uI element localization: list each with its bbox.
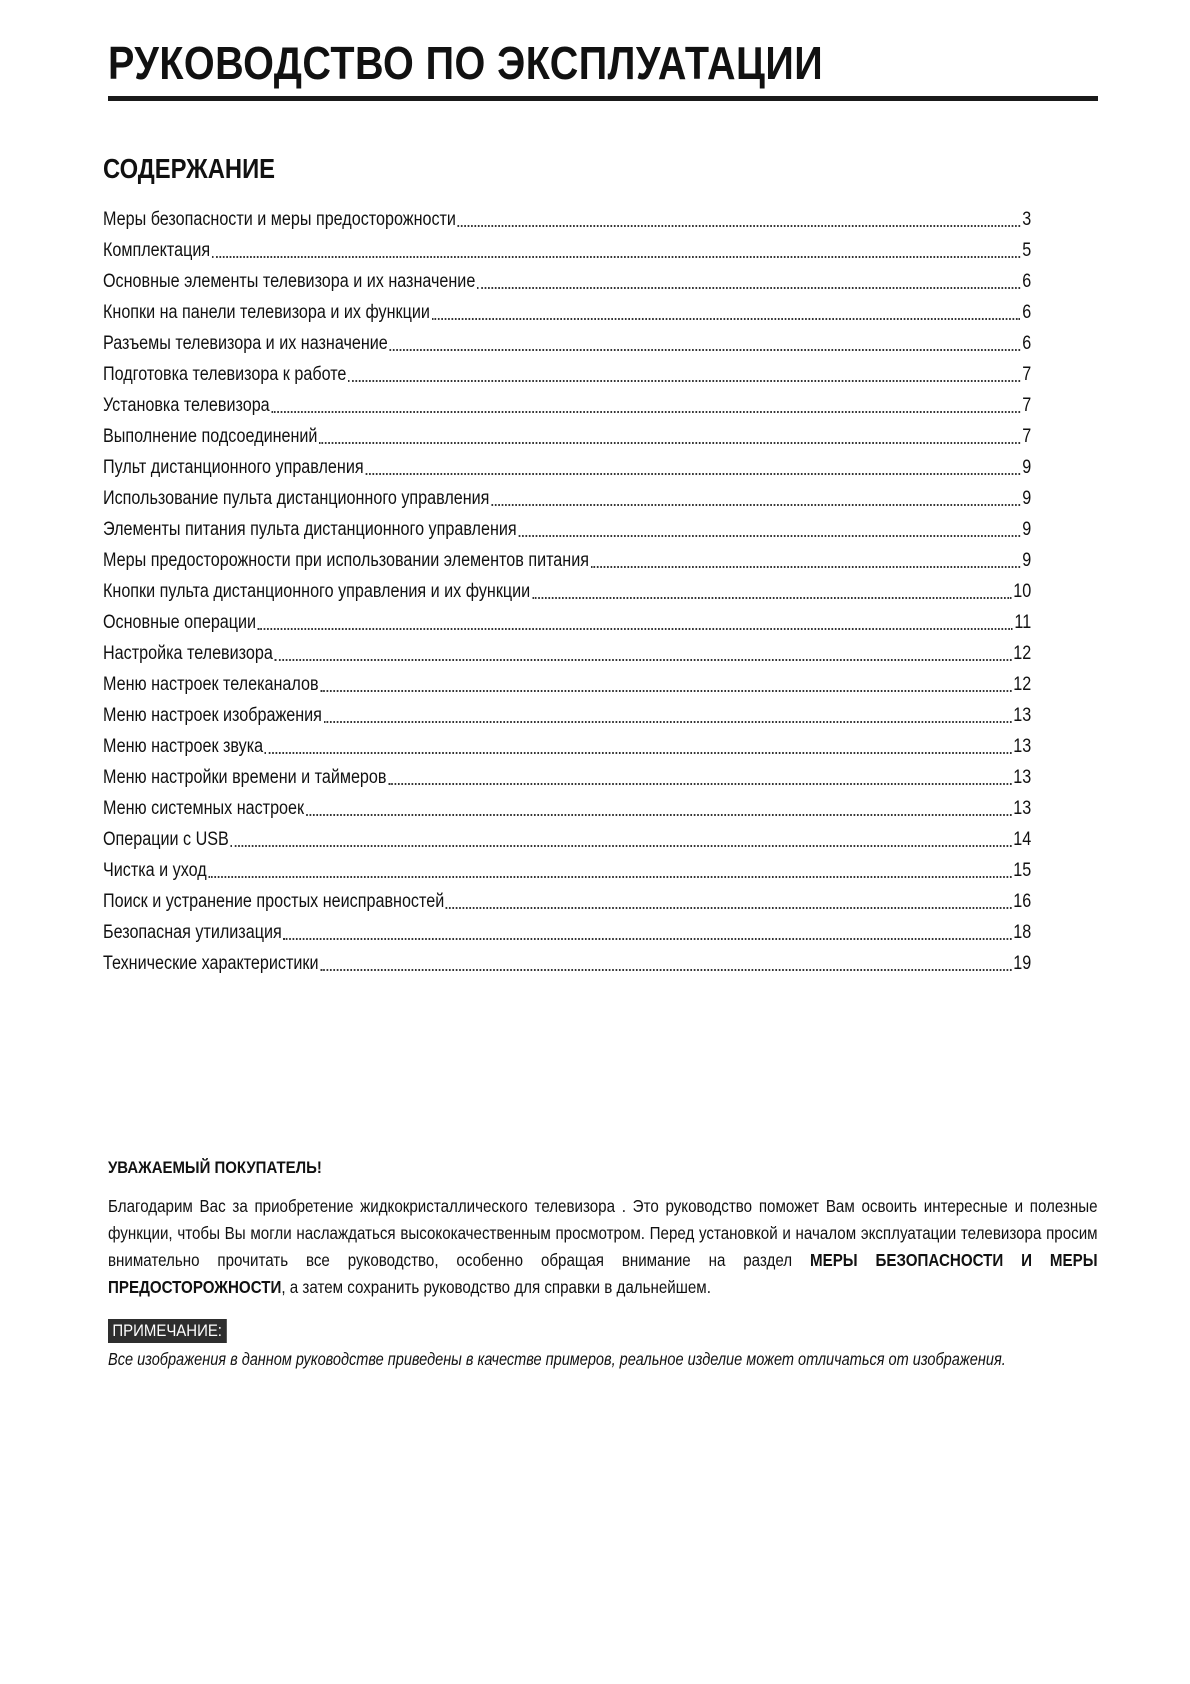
- toc-item: [103, 824, 1031, 855]
- toc-item-page: 13: [1013, 767, 1032, 788]
- toc-item-title: Комплектация: [103, 240, 211, 261]
- toc-dot-leader: [306, 793, 1012, 816]
- toc-dot-leader: [275, 638, 1012, 661]
- toc-item-page: 13: [1013, 798, 1032, 819]
- intro-text-end: , а затем сохранить руководство для справки в дальнейшем.: [281, 1277, 711, 1297]
- toc-item-page: 6: [1022, 271, 1032, 292]
- toc-item-title: Использование пульта дистанционного управления: [103, 488, 490, 509]
- toc-item: [103, 638, 1031, 669]
- toc-item-page: 6: [1022, 333, 1032, 354]
- page-title: РУКОВОДСТВО ПО ЭКСПЛУАТАЦИИ: [108, 37, 824, 89]
- toc-item-page: 3: [1022, 209, 1032, 230]
- toc-dot-leader: [320, 948, 1011, 971]
- toc-item-page: 9: [1022, 488, 1032, 509]
- toc-item-title: Меню настроек звука: [103, 736, 264, 757]
- toc-item-title: Пульт дистанционного управления: [103, 457, 364, 478]
- toc-item-page: 9: [1022, 519, 1032, 540]
- toc-item-title: Настройка телевизора: [103, 643, 273, 664]
- toc-dot-leader: [258, 607, 1013, 630]
- toc-item: [103, 328, 1031, 359]
- toc-item: [103, 452, 1031, 483]
- toc-dot-leader: [389, 328, 1020, 351]
- toc-item-title: Установка телевизора: [103, 395, 270, 416]
- toc-dot-leader: [388, 762, 1011, 785]
- toc-item-title: Подготовка телевизора к работе: [103, 364, 347, 385]
- note-label: ПРИМЕЧАНИЕ:: [108, 1319, 226, 1343]
- toc-item-page: 15: [1013, 860, 1032, 881]
- toc-item: [103, 514, 1031, 545]
- toc-item: [103, 266, 1031, 297]
- toc-heading: СОДЕРЖАНИЕ: [103, 153, 276, 184]
- toc-item: [103, 948, 1031, 979]
- customer-greeting: УВАЖАЕМЫЙ ПОКУПАТЕЛЬ!: [108, 1158, 322, 1177]
- intro-text: Благодарим Вас за приобретение жидкокристаллического телевизора . Это руководство поможет Вам освоить интересные и полезные функции, чтобы Вы могли наслаждаться высококачественным просмотром. Перед установкой и началом эксплуатации телевизора просим внимательно прочитать все руководство, особенно обращая внимание на раздел: [108, 1196, 1098, 1270]
- toc-item: [103, 669, 1031, 700]
- toc-item-page: 12: [1013, 674, 1032, 695]
- toc-item: [103, 576, 1031, 607]
- toc-item-title: Меры безопасности и меры предосторожности: [103, 209, 456, 230]
- toc-item: [103, 545, 1031, 576]
- toc-dot-leader: [446, 886, 1012, 909]
- toc-item-page: 19: [1013, 953, 1032, 974]
- note-text: Все изображения в данном руководстве приведены в качестве примеров, реальное изделие может отличаться от изображения.: [108, 1349, 1006, 1369]
- toc-item-page: 7: [1022, 364, 1032, 385]
- toc-item-title: Технические характеристики: [103, 953, 319, 974]
- toc-item-title: Операции с USB: [103, 829, 229, 850]
- toc-dot-leader: [532, 576, 1012, 599]
- toc-dot-leader: [212, 235, 1021, 258]
- toc-dot-leader: [283, 917, 1011, 940]
- toc-item: [103, 917, 1031, 948]
- toc-item: [103, 855, 1031, 886]
- toc-item-title: Меню настроек телеканалов: [103, 674, 319, 695]
- toc-dot-leader: [491, 483, 1020, 506]
- intro-bold-reference: МЕРЫ БЕЗОПАСНОСТИ И МЕРЫ ПРЕДОСТОРОЖНОСТИ: [108, 1250, 1098, 1297]
- toc-item-title: Чистка и уход: [103, 860, 207, 881]
- toc-dot-leader: [458, 204, 1021, 227]
- toc-item-page: 7: [1022, 395, 1032, 416]
- toc-item: [103, 731, 1031, 762]
- toc-item-page: 7: [1022, 426, 1032, 447]
- toc-item-page: 16: [1013, 891, 1032, 912]
- toc-item: [103, 235, 1031, 266]
- toc-dot-leader: [348, 359, 1020, 382]
- toc-item: [103, 793, 1031, 824]
- toc-item-page: 9: [1022, 550, 1032, 571]
- toc-item-title: Элементы питания пульта дистанционного управления: [103, 519, 517, 540]
- toc-dot-leader: [365, 452, 1020, 475]
- toc-dot-leader: [591, 545, 1021, 568]
- toc-item-page: 5: [1022, 240, 1032, 261]
- toc-dot-leader: [271, 390, 1020, 413]
- toc-item: [103, 886, 1031, 917]
- toc-item-title: Меры предосторожности при использовании элементов питания: [103, 550, 589, 571]
- toc-item-page: 6: [1022, 302, 1032, 323]
- toc-item-title: Разъемы телевизора и их назначение: [103, 333, 388, 354]
- toc-dot-leader: [319, 421, 1020, 444]
- toc-item: [103, 607, 1031, 638]
- toc-item: [103, 762, 1031, 793]
- intro-paragraph: [108, 1193, 1098, 1301]
- toc-item-page: 10: [1013, 581, 1032, 602]
- toc-item: [103, 700, 1031, 731]
- toc-item: [103, 483, 1031, 514]
- toc-item-title: Меню системных настроек: [103, 798, 305, 819]
- toc-item-title: Кнопки пульта дистанционного управления и их функции: [103, 581, 531, 602]
- toc-item: [103, 204, 1031, 235]
- toc-dot-leader: [477, 266, 1020, 289]
- toc-item-page: 13: [1013, 736, 1032, 757]
- title-divider: [108, 96, 1098, 101]
- toc-item-page: 14: [1013, 829, 1032, 850]
- toc-item-title: Меню настроек изображения: [103, 705, 322, 726]
- toc-dot-leader: [231, 824, 1012, 847]
- toc-item-page: 9: [1022, 457, 1032, 478]
- toc-item-page: 11: [1014, 612, 1032, 633]
- toc-item-title: Поиск и устранение простых неисправностей: [103, 891, 445, 912]
- toc-item: [103, 421, 1031, 452]
- toc-dot-leader: [208, 855, 1011, 878]
- toc-dot-leader: [432, 297, 1021, 320]
- toc-item-title: Основные операции: [103, 612, 257, 633]
- toc-item-page: 13: [1013, 705, 1032, 726]
- toc-item-title: Меню настройки времени и таймеров: [103, 767, 387, 788]
- toc-dot-leader: [320, 669, 1011, 692]
- toc-item-title: Основные элементы телевизора и их назначение: [103, 271, 476, 292]
- toc-item-page: 18: [1013, 922, 1032, 943]
- toc-item-title: Кнопки на панели телевизора и их функции: [103, 302, 430, 323]
- toc-item-title: Безопасная утилизация: [103, 922, 282, 943]
- toc-dot-leader: [265, 731, 1012, 754]
- toc-item: [103, 359, 1031, 390]
- toc-item: [103, 297, 1031, 328]
- toc-item-page: 12: [1013, 643, 1032, 664]
- toc-dot-leader: [324, 700, 1012, 723]
- toc-dot-leader: [518, 514, 1020, 537]
- table-of-contents: [103, 204, 1031, 979]
- toc-item: [103, 390, 1031, 421]
- toc-item-title: Выполнение подсоединений: [103, 426, 318, 447]
